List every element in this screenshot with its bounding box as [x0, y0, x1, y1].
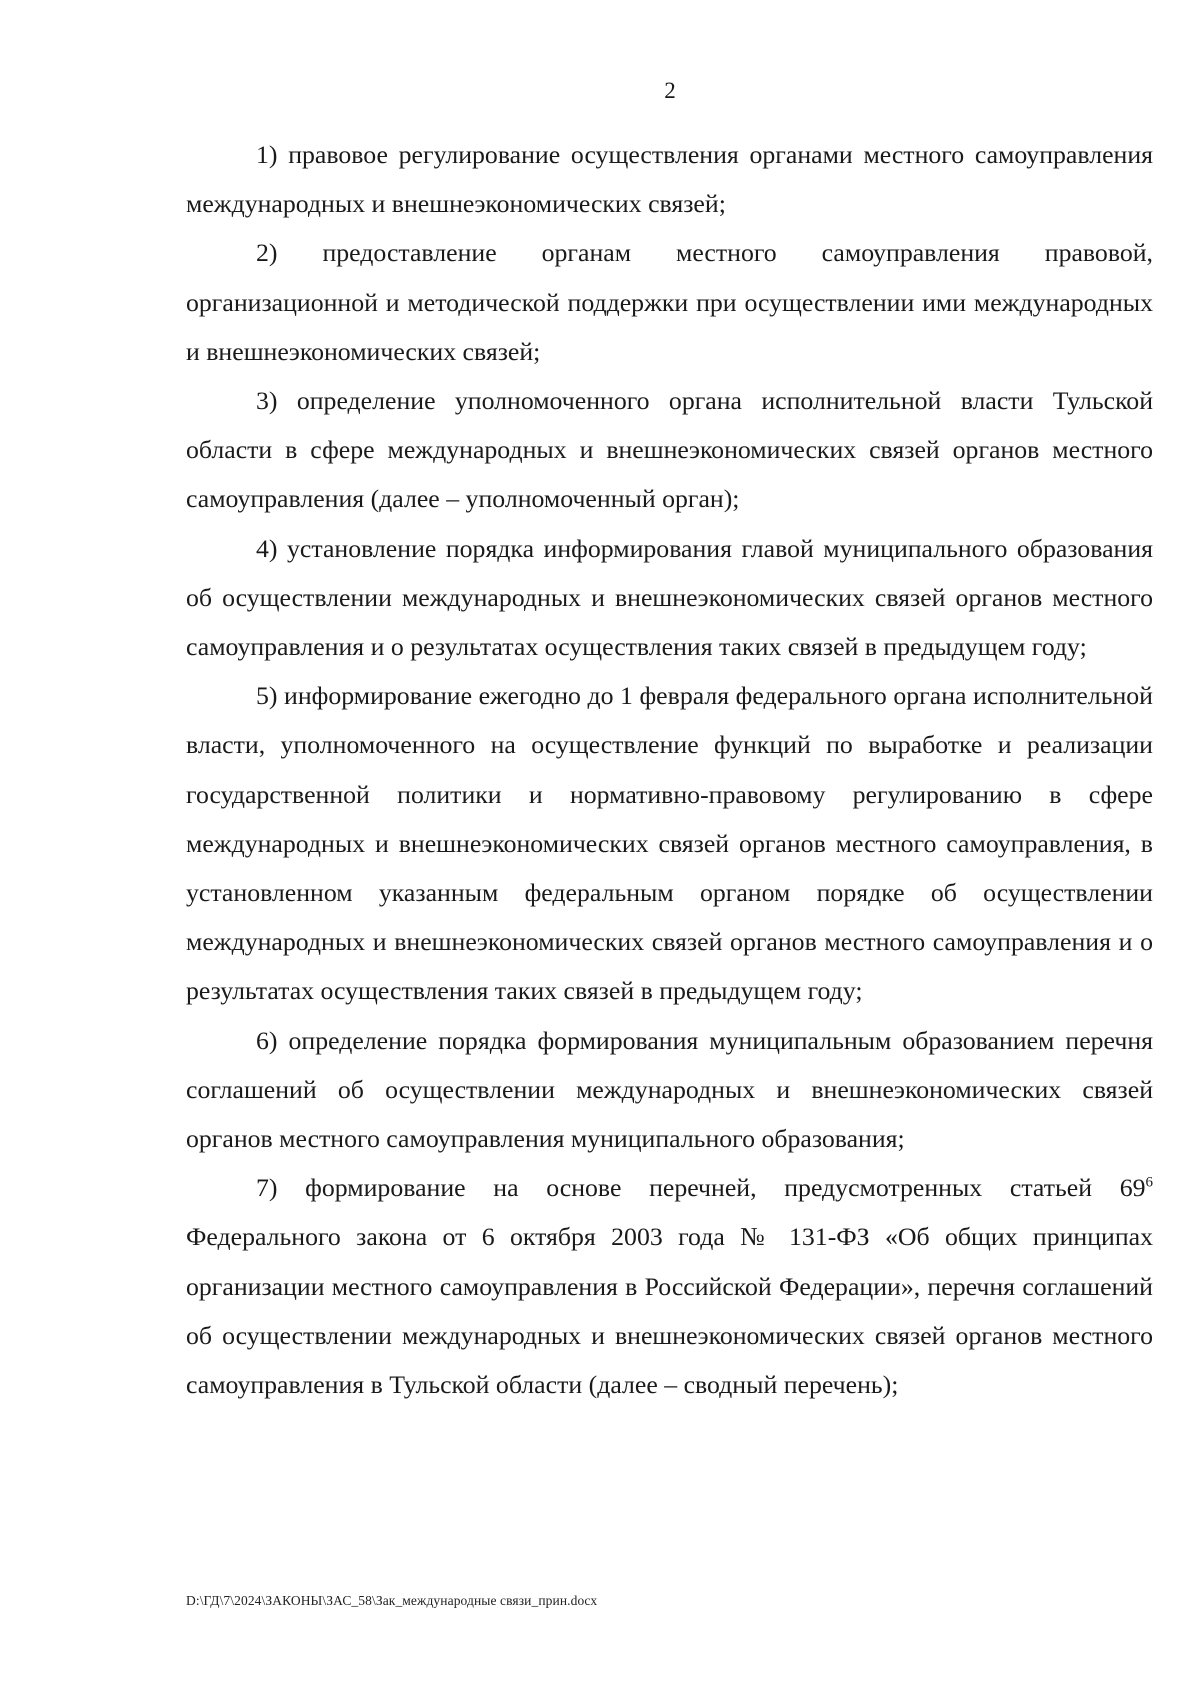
list-item: 2) предоставление органам местного самоуправления правовой, организационной и методической поддержки при осуществлении ими международных и внешнеэкономических связей;	[186, 238, 1153, 366]
list-item: 3) определение уполномоченного органа исполнительной власти Тульской области в сфере международных и внешнеэкономических связей органов местного самоуправления (далее – уполномоченный орган);	[186, 386, 1153, 514]
article-superscript: 6	[1145, 1174, 1153, 1191]
page-number: 2	[664, 78, 676, 103]
list-item: 6) определение порядка формирования муниципальным образованием перечня соглашений об осуществлении международных и внешнеэкономических связей органов местного самоуправления муниципального образования;	[186, 1025, 1153, 1154]
item7-text-start: 7) формирование на основе перечней, предусмотренных статьей 69	[256, 1173, 1146, 1203]
list-item: 5) информирование ежегодно до 1 февраля федерального органа исполнительной власти, уполномоченного на осуществление функций по выработке и реализации государственной политики и нормативно-правовому регулированию в сфере международных и внешнеэкономических связей органов местного самоуправления, в установленном указанным федеральным органом порядке об осуществлении международных и внешнеэкономических связей органов местного самоуправления и о результатах осуществления таких связей в предыдущем году;	[186, 681, 1153, 1006]
document-body	[186, 130, 1153, 1409]
list-item: 1) правовое регулирование осуществления органами местного самоуправления международных и внешнеэкономических связей;	[186, 140, 1153, 219]
list-item-7	[186, 1163, 1153, 1409]
list-item: 4) установление порядка информирования главой муниципального образования об осуществлении международных и внешнеэкономических связей органов местного самоуправления и о результатах осуществления таких связей в предыдущем году;	[186, 533, 1153, 662]
footer-file-path: D:\ГД\7\2024\ЗАКОНЫ\ЗАС_58\Зак_международные связи_прин.docx	[186, 1593, 598, 1608]
item7-text-end: Федерального закона от 6 октября 2003 года № 131-ФЗ «Об общих принципах организации местного самоуправления в Российской Федерации», перечня соглашений об осуществлении международных и внешнеэкономических связей органов местного самоуправления в Тульской области (далее – сводный перечень);	[186, 1222, 1153, 1400]
